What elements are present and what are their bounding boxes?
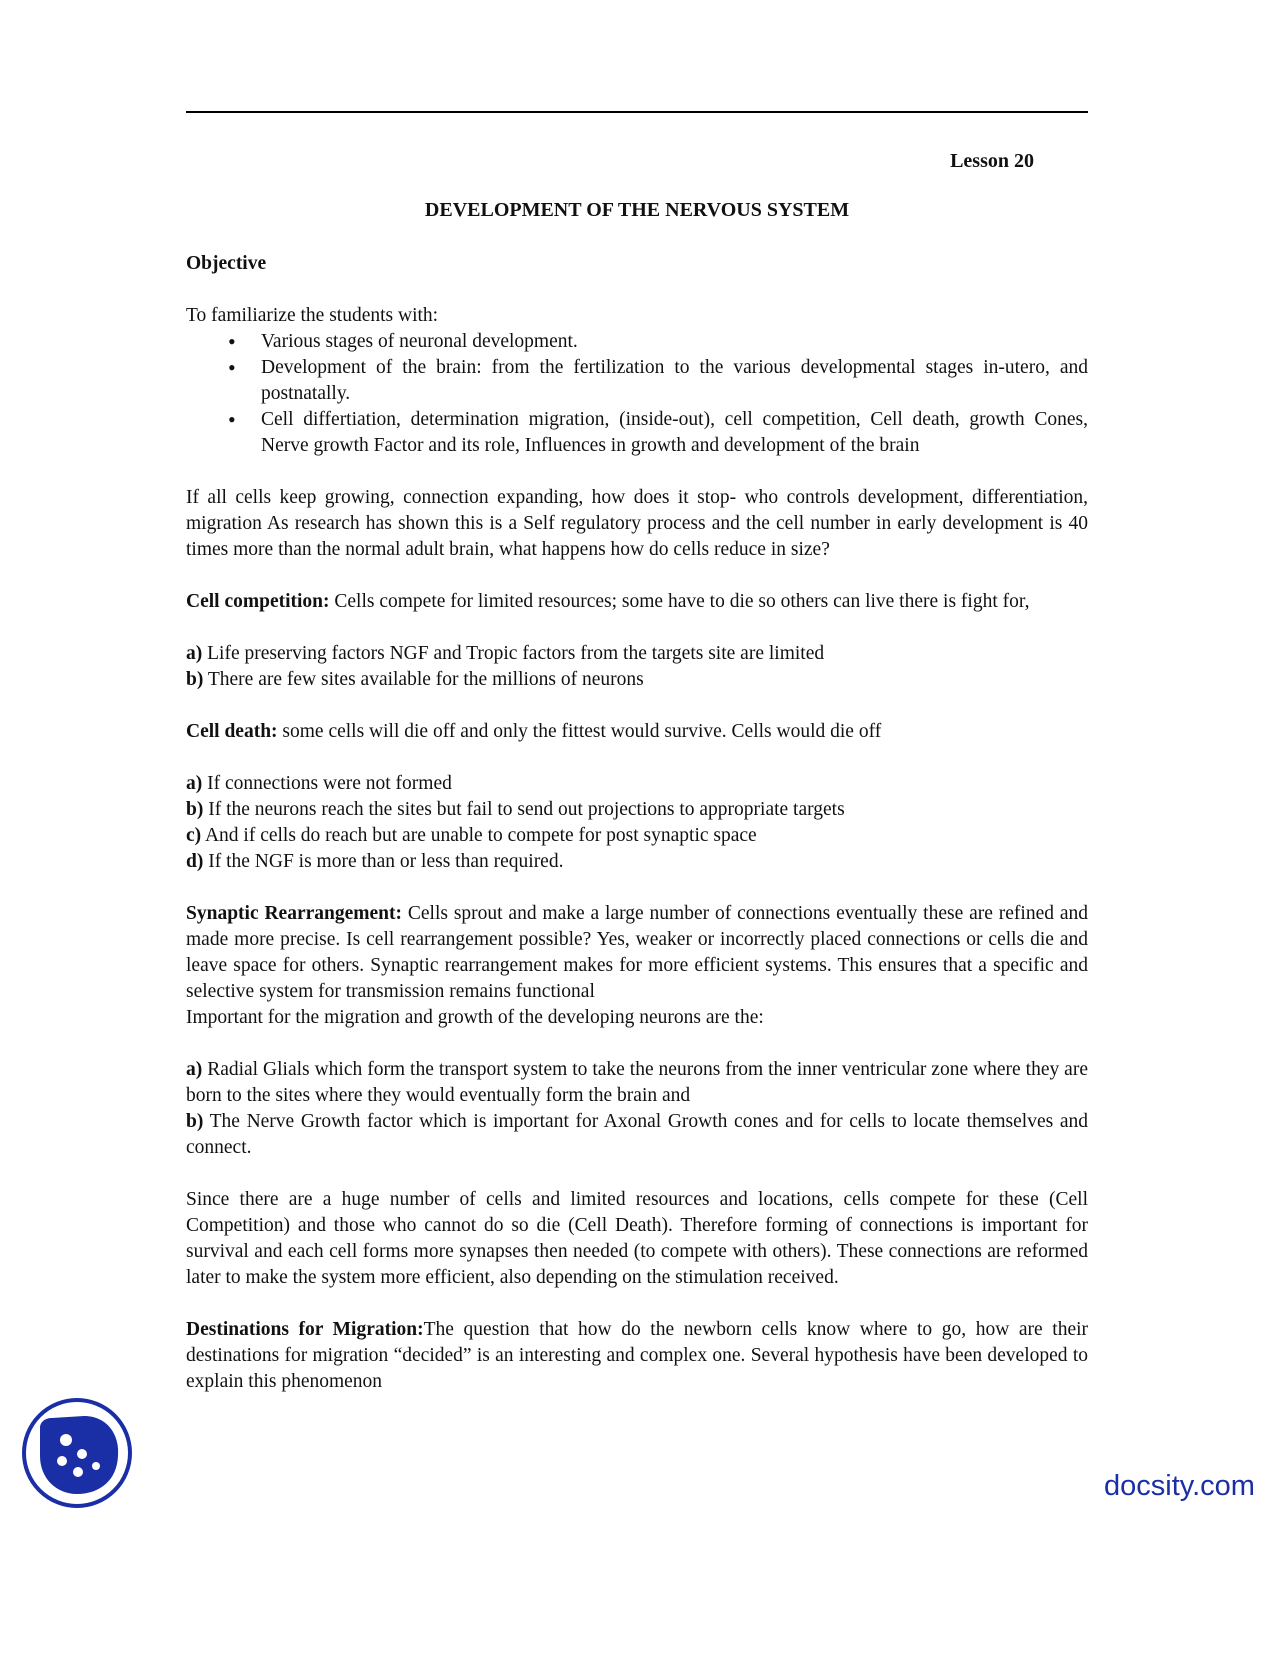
synaptic-text: Cells sprout and make a large number of connections eventually these are refined and made more precise. Is cell rearrangement possible? Yes, weaker or incorrectly placed connections or cells die and leave space for others. Synaptic rearrangement makes for more efficient systems. This ensures that a specific and selective system for transmission remains functional <box>186 903 1088 1002</box>
summary-paragraph: Since there are a huge number of cells and limited resources and locations, cells compete for these (Cell Competition) and those who cannot do so die (Cell Death). Therefore forming of connections is important for survival and each cell forms more synapses then needed (to compete with others). These connections are reformed later to make the system more efficient, also depending on the stimulation received. <box>186 1189 1088 1288</box>
objective-item: • Various stages of neuronal development. <box>186 329 1088 355</box>
destinations-paragraph <box>186 1317 1088 1395</box>
cell-competition-paragraph <box>186 589 1088 615</box>
list-marker: c) <box>186 825 202 846</box>
document-body <box>186 251 1088 1395</box>
synaptic-paragraph <box>186 901 1088 1005</box>
list-text: And if cells do reach but are unable to compete for post synaptic space <box>201 825 757 846</box>
lesson-number: Lesson 20 <box>950 150 1034 172</box>
docsity-brand-link[interactable]: docsity.com <box>1104 1470 1255 1502</box>
list-item <box>186 823 1088 849</box>
cell-death-paragraph <box>186 719 1088 745</box>
docsity-logo-icon[interactable] <box>22 1398 132 1508</box>
objective-list <box>186 329 1088 459</box>
intro-paragraph: If all cells keep growing, connection expanding, how does it stop- who controls development, differentiation, migration As research has shown this is a Self regulatory process and the cell number in early development is 40 times more than the normal adult brain, what happens how do cells reduce in size? <box>186 487 1088 560</box>
objective-intro: To familiarize the students with: <box>186 305 439 326</box>
list-item <box>186 641 1088 667</box>
destinations-text: The question that how do the newborn cells know where to go, how are their destinations for migration “decided” is an interesting and complex one. Several hypothesis have been developed to explain this phenomenon <box>186 1319 1089 1392</box>
list-marker: b) <box>186 669 204 690</box>
header-rule <box>186 111 1088 113</box>
list-marker: b) <box>186 1111 204 1132</box>
cell-death-text: some cells will die off and only the fittest would survive. Cells would die off <box>277 721 882 742</box>
list-item <box>186 1057 1088 1109</box>
list-text: There are few sites available for the millions of neurons <box>203 669 644 690</box>
list-item <box>186 1109 1088 1161</box>
list-text: Radial Glials which form the transport system to take the neurons from the inner ventricular zone where they are born to the sites where they would eventually form the brain and <box>186 1059 1088 1106</box>
objective-item: • Development of the brain: from the fertilization to the various developmental stages in-utero, and postnatally. <box>186 355 1088 407</box>
list-marker: a) <box>186 773 203 794</box>
list-item <box>186 797 1088 823</box>
objective-heading: Objective <box>186 253 267 274</box>
list-item <box>186 771 1088 797</box>
list-marker: a) <box>186 643 203 664</box>
list-text: If connections were not formed <box>202 773 452 794</box>
list-marker: b) <box>186 799 204 820</box>
list-text: Life preserving factors NGF and Tropic factors from the targets site are limited <box>202 643 825 664</box>
list-item <box>186 667 1088 693</box>
destinations-label: Destinations for Migration: <box>186 1319 424 1340</box>
list-marker: d) <box>186 851 204 872</box>
objective-item: • Cell differtiation, determination migration, (inside-out), cell competition, Cell death, growth Cones, Nerve growth Factor and its role, Influences in growth and development of the brain <box>186 407 1088 459</box>
synaptic-label: Synaptic Rearrangement: <box>186 903 402 924</box>
synaptic-important: Important for the migration and growth of the developing neurons are the: <box>186 1007 764 1028</box>
list-text: The Nerve Growth factor which is important for Axonal Growth cones and for cells to locate themselves and connect. <box>186 1111 1088 1158</box>
cell-competition-label: Cell competition: <box>186 591 330 612</box>
cell-competition-text: Cells compete for limited resources; some have to die so others can live there is fight for, <box>329 591 1030 612</box>
list-marker: a) <box>186 1059 203 1080</box>
page-title: DEVELOPMENT OF THE NERVOUS SYSTEM <box>424 199 850 221</box>
list-item <box>186 849 1088 875</box>
list-text: If the NGF is more than or less than required. <box>203 851 564 872</box>
cell-death-label: Cell death: <box>186 721 278 742</box>
list-text: If the neurons reach the sites but fail to send out projections to appropriate targets <box>203 799 845 820</box>
